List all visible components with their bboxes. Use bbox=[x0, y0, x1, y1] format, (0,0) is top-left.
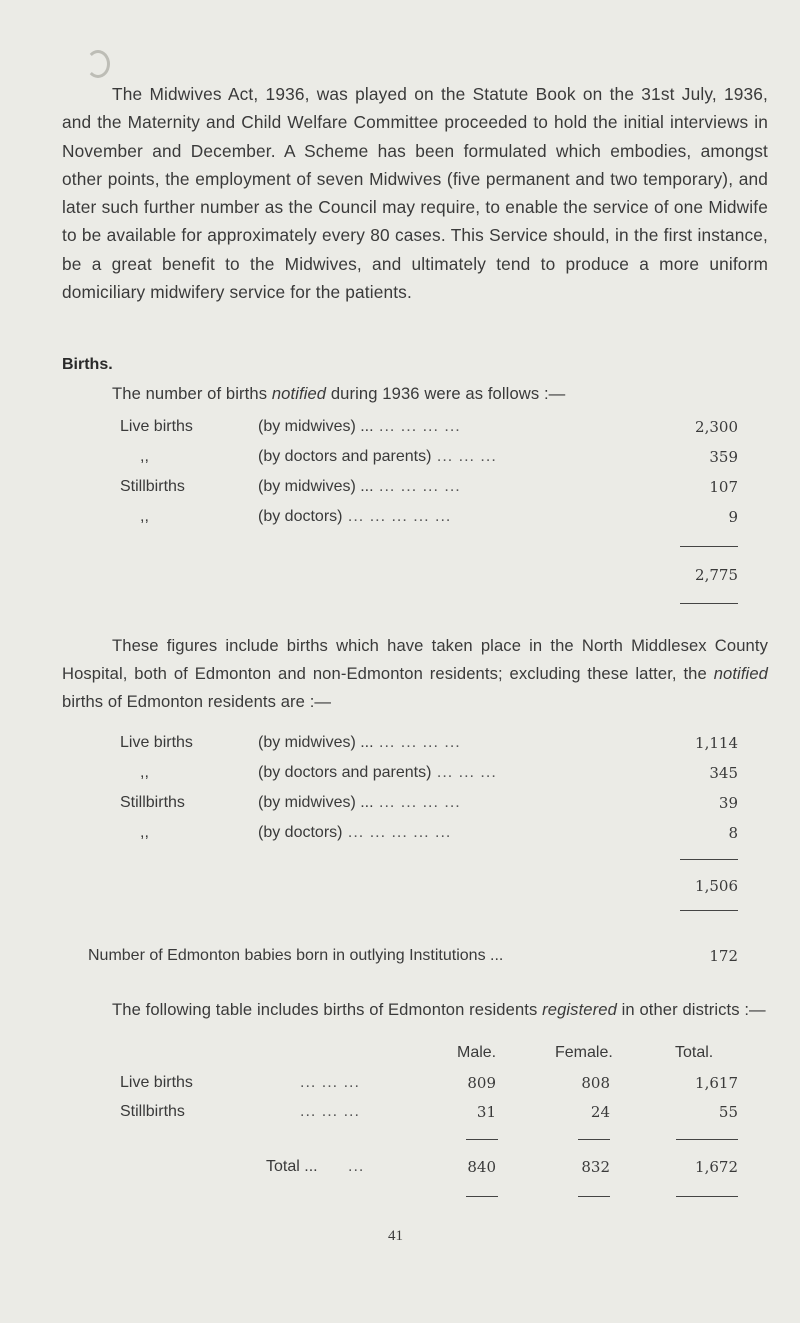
births-heading: Births. bbox=[62, 356, 113, 373]
row-value: 359 bbox=[709, 448, 738, 466]
table-row bbox=[0, 508, 800, 534]
intro-text: The Midwives Act, 1936, was played on the Statute Book on the 31st July, 1936, and the Maternity and Child Welfare Committee proceeded to hold the initial interviews in November and December. A Scheme has been formulated which embodies, amongst other points, the employment of seven Midwives (five permanent and two temporary), and later such further number as the Council may require, to enable the service of one Midwife to be available for approximately every 80 cases. This Service should, in the first instance, be a great benefit to the Midwives, and ultimately tend to produce a more uniform domiciliary midwifery service for the patients. bbox=[62, 84, 768, 303]
cell-total: 55 bbox=[718, 1103, 738, 1121]
sum-rule bbox=[680, 859, 738, 860]
row-value: 1,114 bbox=[695, 734, 738, 752]
registered-paragraph bbox=[62, 996, 768, 1024]
cell-male: 809 bbox=[467, 1074, 496, 1092]
outlying-value: 172 bbox=[709, 947, 738, 965]
col-header-total: Total. bbox=[675, 1044, 714, 1061]
total-value: 1,506 bbox=[695, 877, 738, 895]
col-header-female: Female. bbox=[555, 1044, 613, 1061]
row-value: 2,300 bbox=[695, 418, 738, 436]
sum-rule bbox=[680, 546, 738, 547]
notified-intro bbox=[62, 366, 768, 408]
row-label: ,, bbox=[140, 448, 149, 465]
row-source: (by midwives) ... ... ... ... ... bbox=[258, 478, 461, 495]
row-label: Live births bbox=[120, 1074, 193, 1091]
sum-rule bbox=[676, 1196, 738, 1197]
row-label: Stillbirths bbox=[120, 478, 185, 495]
row-source: (by midwives) ... ... ... ... ... bbox=[258, 418, 461, 435]
outlying-row bbox=[0, 947, 800, 973]
cell-total: 1,617 bbox=[695, 1074, 738, 1092]
excluding-post: births of Edmonton residents are :— bbox=[62, 692, 332, 711]
table-row bbox=[0, 794, 800, 820]
cell-male: 31 bbox=[476, 1103, 496, 1121]
total-label: Total ... bbox=[266, 1158, 318, 1175]
leader-dots: ... ... ... bbox=[300, 1074, 360, 1091]
table-row bbox=[0, 734, 800, 760]
total-row bbox=[0, 566, 800, 592]
notified-intro-em: notified bbox=[271, 384, 327, 403]
row-label: Stillbirths bbox=[120, 794, 185, 811]
table-row bbox=[0, 418, 800, 444]
table-row bbox=[0, 478, 800, 504]
excluding-em: notified bbox=[713, 664, 768, 683]
registered-pre: The following table includes births of Edmonton residents bbox=[112, 1000, 543, 1019]
total-value: 2,775 bbox=[695, 566, 738, 584]
sum-rule bbox=[466, 1139, 498, 1140]
row-source: (by doctors and parents) ... ... ... bbox=[258, 764, 497, 781]
row-label: ,, bbox=[140, 508, 149, 525]
sum-rule bbox=[466, 1196, 498, 1197]
sum-rule bbox=[680, 910, 738, 911]
sum-rule bbox=[578, 1139, 610, 1140]
row-label: ,, bbox=[140, 824, 149, 841]
row-value: 39 bbox=[718, 794, 738, 812]
row-label: Live births bbox=[120, 418, 193, 435]
outlying-label: Number of Edmonton babies born in outlying Institutions ... bbox=[88, 947, 504, 964]
cell-female: 808 bbox=[581, 1074, 610, 1092]
sum-rule bbox=[676, 1139, 738, 1140]
total-row bbox=[0, 877, 800, 903]
row-value: 8 bbox=[728, 824, 738, 842]
row-value: 345 bbox=[709, 764, 738, 782]
row-source: (by doctors) ... ... ... ... ... bbox=[258, 508, 452, 525]
row-source: (by doctors) ... ... ... ... ... bbox=[258, 824, 452, 841]
table-row bbox=[0, 824, 800, 850]
excluding-pre: These figures include births which have taken place in the North Middlesex County Hospital, both of Edmonton and non-Edmonton residents; excluding these latter, the bbox=[62, 636, 768, 683]
row-source: (by doctors and parents) ... ... ... bbox=[258, 448, 497, 465]
table-row bbox=[0, 764, 800, 790]
row-label: Live births bbox=[120, 734, 193, 751]
total-male: 840 bbox=[467, 1158, 496, 1176]
intro-paragraph bbox=[62, 80, 768, 306]
row-label: Stillbirths bbox=[120, 1103, 185, 1120]
notified-intro-post: during 1936 were as follows :— bbox=[326, 384, 566, 403]
row-value: 107 bbox=[709, 478, 738, 496]
sum-rule bbox=[578, 1196, 610, 1197]
registered-post: in other districts :— bbox=[616, 1000, 766, 1019]
row-source: (by midwives) ... ... ... ... ... bbox=[258, 794, 461, 811]
excluding-paragraph bbox=[62, 632, 768, 716]
row-value: 9 bbox=[728, 508, 738, 526]
total-total: 1,672 bbox=[695, 1158, 738, 1176]
notified-intro-pre: The number of births bbox=[112, 384, 272, 403]
table-row bbox=[0, 448, 800, 474]
row-label: ,, bbox=[140, 764, 149, 781]
stain-mark bbox=[86, 50, 110, 78]
total-female: 832 bbox=[581, 1158, 610, 1176]
page-number: 41 bbox=[388, 1228, 403, 1244]
col-header-male: Male. bbox=[457, 1044, 497, 1061]
registered-em: registered bbox=[542, 1000, 617, 1019]
cell-female: 24 bbox=[590, 1103, 610, 1121]
leader-dots: ... bbox=[348, 1158, 365, 1175]
sum-rule bbox=[680, 603, 738, 604]
leader-dots: ... ... ... bbox=[300, 1103, 360, 1120]
row-source: (by midwives) ... ... ... ... ... bbox=[258, 734, 461, 751]
